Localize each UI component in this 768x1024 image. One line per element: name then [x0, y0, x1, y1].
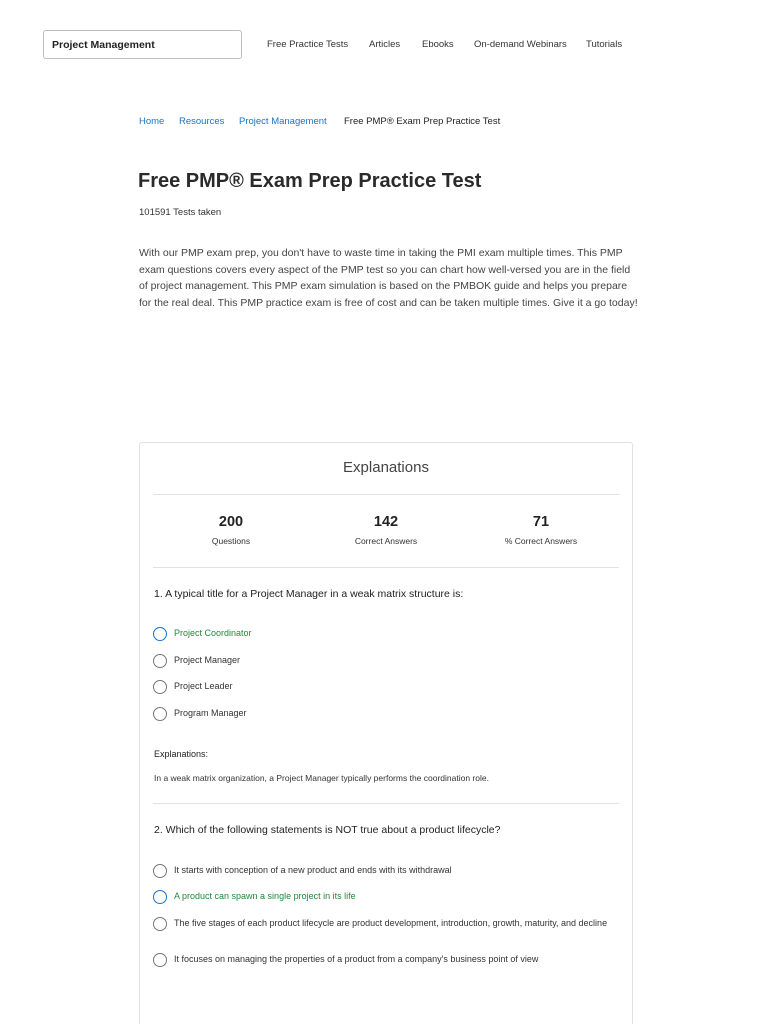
radio-button-icon[interactable]: [153, 864, 167, 878]
question-2: 2. Which of the following statements is NOT true about a product lifecycle?: [154, 824, 501, 836]
divider: [153, 803, 619, 804]
option-label: Project Leader: [174, 681, 233, 691]
radio-button-icon[interactable]: [153, 917, 167, 931]
breadcrumb-home[interactable]: Home: [139, 116, 165, 127]
explanation-text: In a weak matrix organization, a Project Manager typically performs the coordination role.: [154, 773, 489, 783]
explanation-heading: Explanations:: [154, 749, 209, 759]
stat-label: Questions: [211, 536, 251, 546]
radio-button-icon[interactable]: [153, 680, 167, 694]
stat-percent-correct: [471, 514, 611, 546]
nav-free-practice-tests[interactable]: Free Practice Tests: [267, 39, 349, 50]
option-label: Project Manager: [174, 655, 241, 665]
stat-questions: [161, 514, 301, 546]
radio-button-icon[interactable]: [153, 707, 167, 721]
question-1-option-2[interactable]: [153, 654, 613, 674]
radio-button-icon[interactable]: [153, 627, 167, 641]
nav-tutorials[interactable]: Tutorials: [586, 39, 623, 50]
question-1-option-1[interactable]: [153, 627, 613, 647]
option-label: A product can spawn a single project in its life: [174, 891, 356, 901]
nav-articles[interactable]: Articles: [369, 39, 401, 50]
question-2-option-4[interactable]: [153, 953, 613, 973]
stat-label: % Correct Answers: [504, 536, 578, 546]
option-label: The five stages of each product lifecycle are product development, introduction, growth, maturity, and decline: [174, 918, 608, 928]
radio-button-icon[interactable]: [153, 654, 167, 668]
radio-button-icon[interactable]: [153, 890, 167, 904]
breadcrumb-project-management[interactable]: Project Management: [239, 116, 327, 127]
question-2-option-3[interactable]: [153, 917, 613, 943]
results-card: [139, 442, 633, 1024]
question-1: 1. A typical title for a Project Manager in a weak matrix structure is:: [154, 588, 464, 600]
divider: [153, 567, 619, 568]
option-label: Project Coordinator: [174, 628, 252, 638]
stat-value: 71: [532, 514, 550, 530]
page-title: Free PMP® Exam Prep Practice Test: [138, 170, 482, 192]
card-title: Explanations: [343, 459, 429, 476]
radio-button-icon[interactable]: [153, 953, 167, 967]
question-2-option-2[interactable]: [153, 890, 613, 910]
question-2-option-1[interactable]: [153, 864, 613, 884]
breadcrumb-current: Free PMP® Exam Prep Practice Test: [344, 116, 501, 127]
option-label: It focuses on managing the properties of a product from a company's business point of view: [174, 954, 539, 964]
question-1-option-4[interactable]: [153, 707, 613, 727]
tests-taken-count: 101591 Tests taken: [139, 207, 222, 218]
option-label: Program Manager: [174, 708, 247, 718]
stat-value: 142: [373, 514, 399, 530]
stat-label: Correct Answers: [354, 536, 418, 546]
breadcrumb: [139, 116, 639, 130]
nav-ebooks[interactable]: Ebooks: [422, 39, 454, 50]
stat-correct-answers: [316, 514, 456, 546]
breadcrumb-resources[interactable]: Resources: [179, 116, 225, 127]
intro-paragraph: With our PMP exam prep, you don't have to waste time in taking the PMI exam multiple times. This PMP exam questions covers every aspect of the PMP test so you can chart how well-versed you are in the field of project management. This PMP exam simulation is based on the PMBOK guide and helps you prepare for the real deal. This PMP practice exam is free of cost and can be taken multiple times. Give it a go today!: [139, 247, 638, 310]
option-label: It starts with conception of a new product and ends with its withdrawal: [174, 865, 452, 875]
divider: [153, 494, 619, 495]
top-bar: [0, 0, 768, 90]
nav-on-demand-webinars[interactable]: On-demand Webinars: [474, 39, 567, 50]
stat-value: 200: [218, 514, 244, 530]
question-1-option-3[interactable]: [153, 680, 613, 700]
category-select[interactable]: Project Management: [43, 30, 242, 59]
main-nav: [0, 39, 768, 53]
